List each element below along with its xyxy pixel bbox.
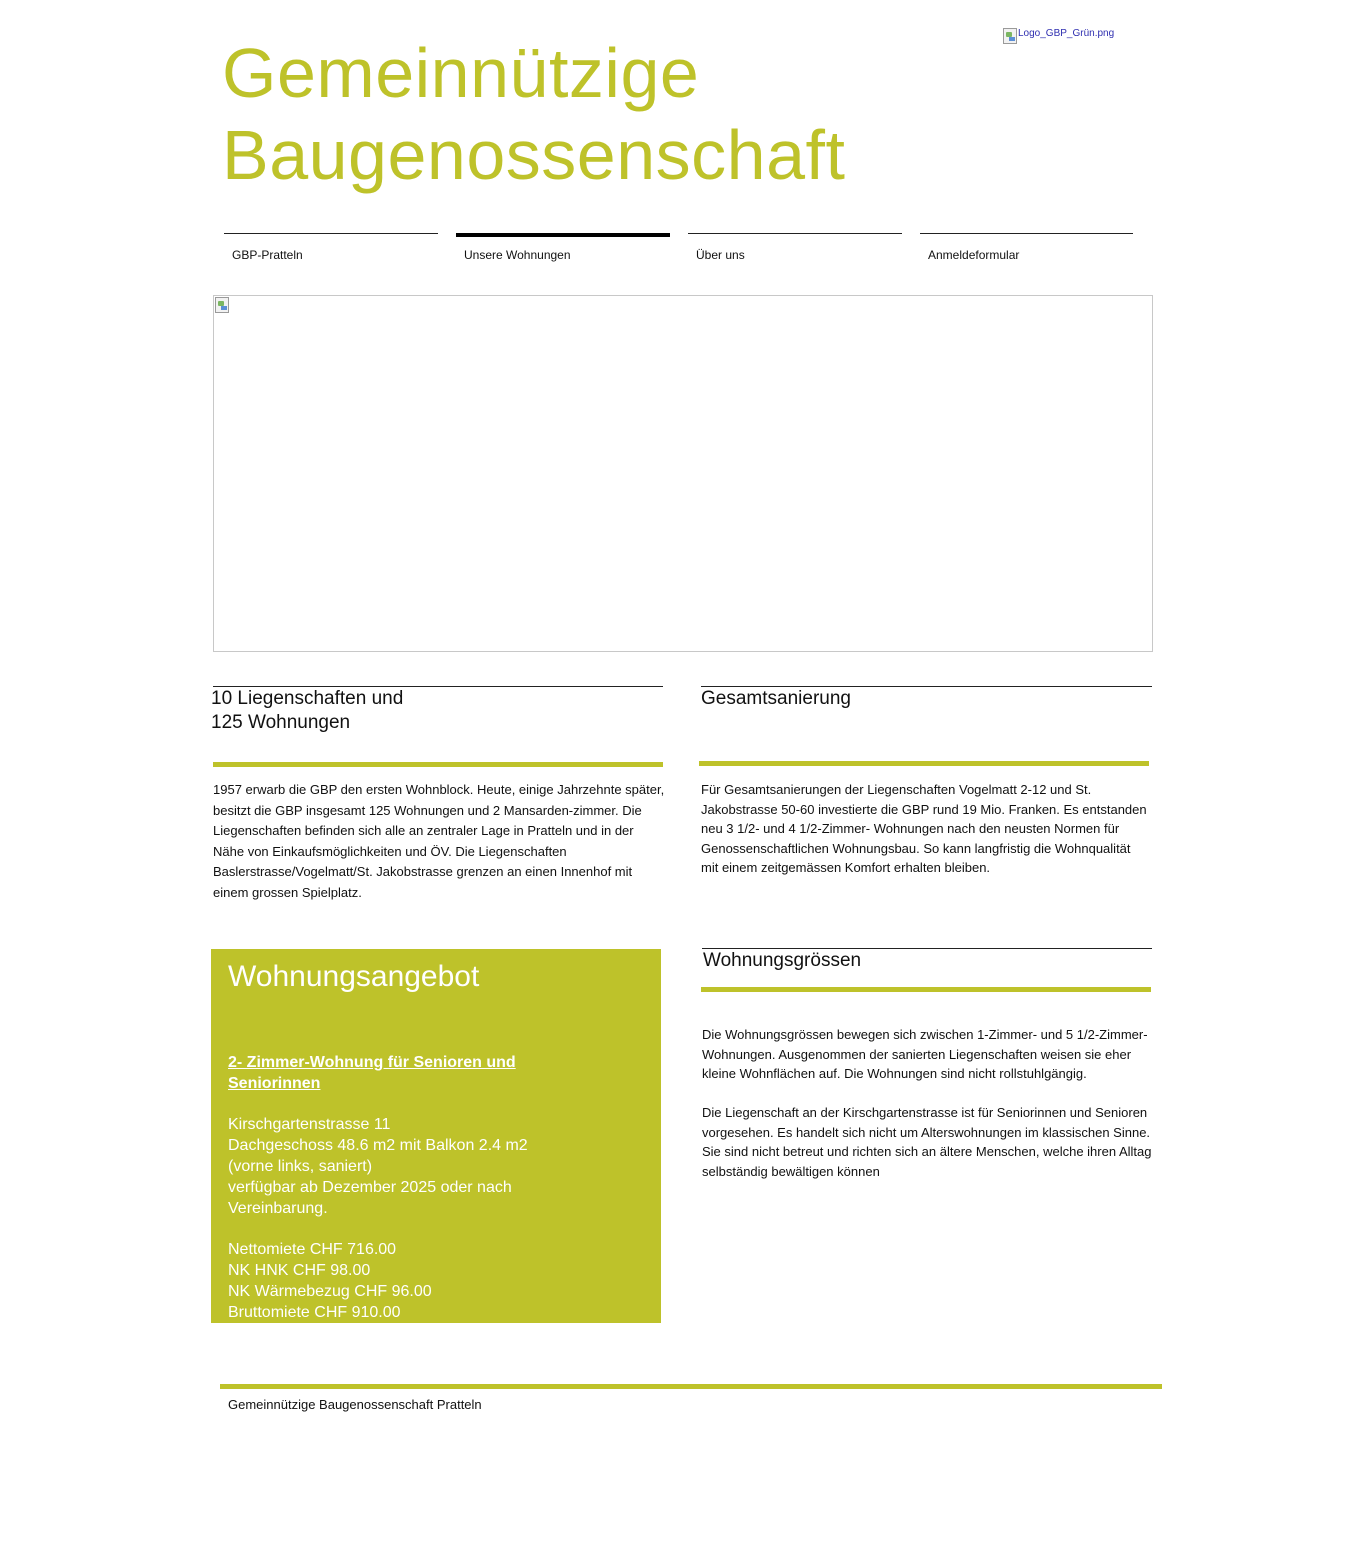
offer-net-rent: Nettomiete CHF 716.00 bbox=[228, 1241, 397, 1258]
sanierung-title: Gesamtsanierung bbox=[701, 688, 851, 709]
section-accent-bar bbox=[699, 761, 1149, 766]
site-title bbox=[222, 32, 845, 196]
groessen-text-1: Die Wohnungsgrössen bewegen sich zwischen 1-Zimmer- und 5 1/2-Zimmer-Wohnungen. Ausgenommen der sanierten Liegenschaften weisen sie eher kleine Wohnflächen auf. Die Wohnungen sind nicht rollstuhlgängig. bbox=[702, 1027, 1148, 1081]
offer-title: Wohnungsangebot bbox=[228, 960, 480, 993]
liegenschaften-title bbox=[211, 687, 403, 735]
offer-gross-rent: Bruttomiete CHF 910.00 bbox=[228, 1304, 401, 1321]
nav-item-label: Anmeldeformular bbox=[928, 248, 1020, 262]
nav-item-gbp-pratteln[interactable] bbox=[224, 233, 438, 273]
spacer bbox=[228, 1219, 528, 1239]
logo[interactable] bbox=[1003, 28, 1114, 44]
liegenschaften-title-line1: 10 Liegenschaften und bbox=[211, 688, 404, 709]
offer-size: Dachgeschoss 48.6 m2 mit Balkon 2.4 m2 bbox=[228, 1137, 528, 1154]
groessen-text-2: Die Liegenschaft an der Kirschgartenstrasse ist für Seniorinnen und Senioren vorgesehen. Es handelt sich nicht um Alterswohnungen im klassischen Sinne. Sie sind nicht betreut und richten sich an ältere Menschen, welche ihren Alltag selbständig bewältigen können bbox=[702, 1105, 1152, 1179]
logo-alt-text: Logo_GBP_Grün.png bbox=[1018, 28, 1115, 39]
footer-accent-bar bbox=[220, 1384, 1162, 1389]
offer-apartment-link[interactable]: 2- Zimmer-Wohnung für Senioren und Seniorinnen bbox=[228, 1054, 516, 1092]
nav-item-anmeldeformular[interactable] bbox=[920, 233, 1133, 273]
wohnungsangebot-box bbox=[211, 949, 661, 1323]
offer-position: (vorne links, saniert) bbox=[228, 1158, 373, 1175]
groessen-title: Wohnungsgrössen bbox=[703, 950, 862, 971]
nav-item-unsere-wohnungen[interactable] bbox=[456, 233, 670, 273]
broken-image-icon bbox=[215, 297, 229, 313]
section-accent-bar bbox=[701, 987, 1151, 992]
nav-item-label: Unsere Wohnungen bbox=[464, 248, 571, 262]
offer-availability-line1: verfügbar ab Dezember 2025 oder nach bbox=[228, 1179, 512, 1196]
offer-nk-heat: NK Wärmebezug CHF 96.00 bbox=[228, 1283, 432, 1300]
hero-image bbox=[213, 295, 1153, 652]
nav-item-label: Über uns bbox=[696, 248, 745, 262]
site-title-line2: Baugenossenschaft bbox=[222, 116, 846, 194]
sanierung-text: Für Gesamtsanierungen der Liegenschaften Vogelmatt 2-12 und St. Jakobstrasse 50-60 investierte die GBP rund 19 Mio. Franken. Es entstanden neu 3 1/2- und 4 1/2-Zimmer- Wohnungen nach den neusten Normen für Genossenschaftlichen Wohnungsbau. So kann langfristig die Wohnqualität mit einem zeitgemässen Komfort erhalten bleiben. bbox=[701, 782, 1147, 875]
offer-details bbox=[228, 1114, 528, 1323]
section-accent-bar bbox=[213, 762, 663, 767]
nav-item-label: GBP-Pratteln bbox=[232, 248, 303, 262]
site-title-line1: Gemeinnützige bbox=[222, 34, 700, 112]
liegenschaften-text: 1957 erwarb die GBP den ersten Wohnblock. Heute, einige Jahrzehnte später, besitzt die GBP insgesamt 125 Wohnungen und 2 Mansarden-zimmer. Die Liegenschaften befinden sich alle an zentraler Lage in Pratteln und in der Nähe von Einkaufsmöglichkeiten und ÖV. Die Liegenschaften Baslerstrasse/Vogelmatt/St. Jakobstrasse grenzen an einen Innenhof mit einem grossen Spielplatz. bbox=[213, 782, 665, 900]
offer-address: Kirschgartenstrasse 11 bbox=[228, 1116, 391, 1133]
offer-availability-line2: Vereinbarung. bbox=[228, 1200, 328, 1217]
nav-item-ueber-uns[interactable] bbox=[688, 233, 902, 273]
offer-nk-hnk: NK HNK CHF 98.00 bbox=[228, 1262, 371, 1279]
broken-image-icon bbox=[1003, 28, 1017, 44]
footer-text: Gemeinnützige Baugenossenschaft Pratteln bbox=[228, 1397, 482, 1412]
liegenschaften-title-line2: 125 Wohnungen bbox=[211, 712, 351, 733]
